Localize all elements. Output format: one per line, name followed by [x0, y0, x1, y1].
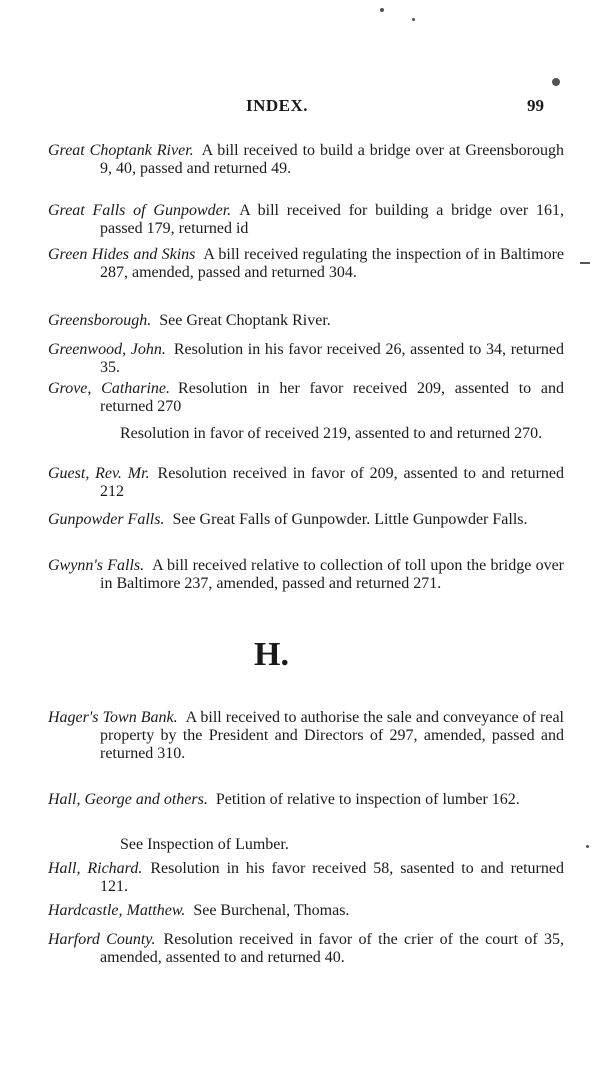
entry-body: Resolution in her favor received 209, assented to and returned 270	[100, 380, 565, 415]
entry-body: Resolution received in favor of the crier of the court of 35, amended, assented to and returned 40.	[100, 931, 564, 966]
entry-body: A bill received relative to collection of toll upon the bridge over in Baltimore 237, amended, passed and returned 271.	[100, 557, 565, 592]
entry-head: Guest, Rev. Mr.	[48, 465, 150, 482]
entry-body: A bill received to build a bridge over at Greensborough 9, 40, passed and returned 49.	[100, 142, 564, 177]
entry-head: Hall, Richard.	[48, 860, 143, 877]
entry-head: Green Hides and Skins	[48, 246, 196, 263]
entry-body: See Burchenal, Thomas.	[193, 902, 350, 919]
index-entry	[48, 341, 564, 377]
entry-body: See Great Choptank River.	[159, 312, 331, 329]
index-entry	[48, 312, 564, 330]
index-entry	[48, 902, 564, 920]
entry-head: Greensborough.	[48, 312, 152, 329]
scan-speck	[552, 78, 560, 86]
index-entry	[48, 511, 564, 529]
index-entry	[48, 709, 564, 763]
index-entry	[48, 142, 564, 178]
entry-head: Hardcastle, Matthew.	[48, 902, 186, 919]
entry-head: Gunpowder Falls.	[48, 511, 165, 528]
entry-head: Great Choptank River.	[48, 142, 194, 159]
entry-body: Resolution in his favor received 58, sasented to and returned 121.	[100, 860, 564, 895]
scan-speck	[580, 262, 590, 264]
page-header-title: INDEX.	[246, 96, 309, 115]
entry-head: Gwynn's Falls.	[48, 557, 145, 574]
index-entry	[48, 931, 564, 967]
page-number: 99	[527, 96, 544, 115]
entry-body: A bill received regulating the inspection of in Baltimore 287, amended, passed and returned 304.	[100, 246, 565, 281]
entry-body: Resolution in his favor received 26, assented to 34, returned 35.	[100, 341, 564, 376]
index-subentry: Resolution in favor of received 219, assented to and returned 270.	[120, 425, 543, 442]
index-entry	[48, 557, 564, 593]
entry-body: See Great Falls of Gunpowder. Little Gunpowder Falls.	[172, 511, 528, 528]
entry-head: Harford County.	[48, 931, 156, 948]
entry-body: A bill received to authorise the sale and conveyance of real property by the President and Directors of 297, amended, passed and returned 310.	[100, 709, 564, 762]
entry-body: Resolution received in favor of 209, assented to and returned 212	[100, 465, 564, 500]
index-entry	[48, 246, 564, 282]
entry-body: Petition of relative to inspection of lumber 162.	[215, 791, 520, 808]
section-letter-heading: H.	[254, 636, 289, 673]
index-entry	[48, 380, 564, 416]
scan-speck	[380, 8, 384, 12]
entry-head: Greenwood, John.	[48, 341, 166, 358]
index-entry	[48, 791, 564, 809]
index-entry	[48, 465, 564, 501]
entry-head: Hall, George and others.	[48, 791, 208, 808]
entry-head: Great Falls of Gunpowder.	[48, 202, 232, 219]
index-subentry: See Inspection of Lumber.	[120, 836, 289, 853]
scan-speck	[586, 845, 589, 848]
index-entry	[48, 202, 564, 238]
entry-head: Grove, Catharine.	[48, 380, 171, 397]
scan-speck	[412, 18, 415, 21]
entry-body: A bill received for building a bridge over 161, passed 179, returned id	[100, 202, 564, 237]
entry-head: Hager's Town Bank.	[48, 709, 178, 726]
index-entry	[48, 860, 564, 896]
